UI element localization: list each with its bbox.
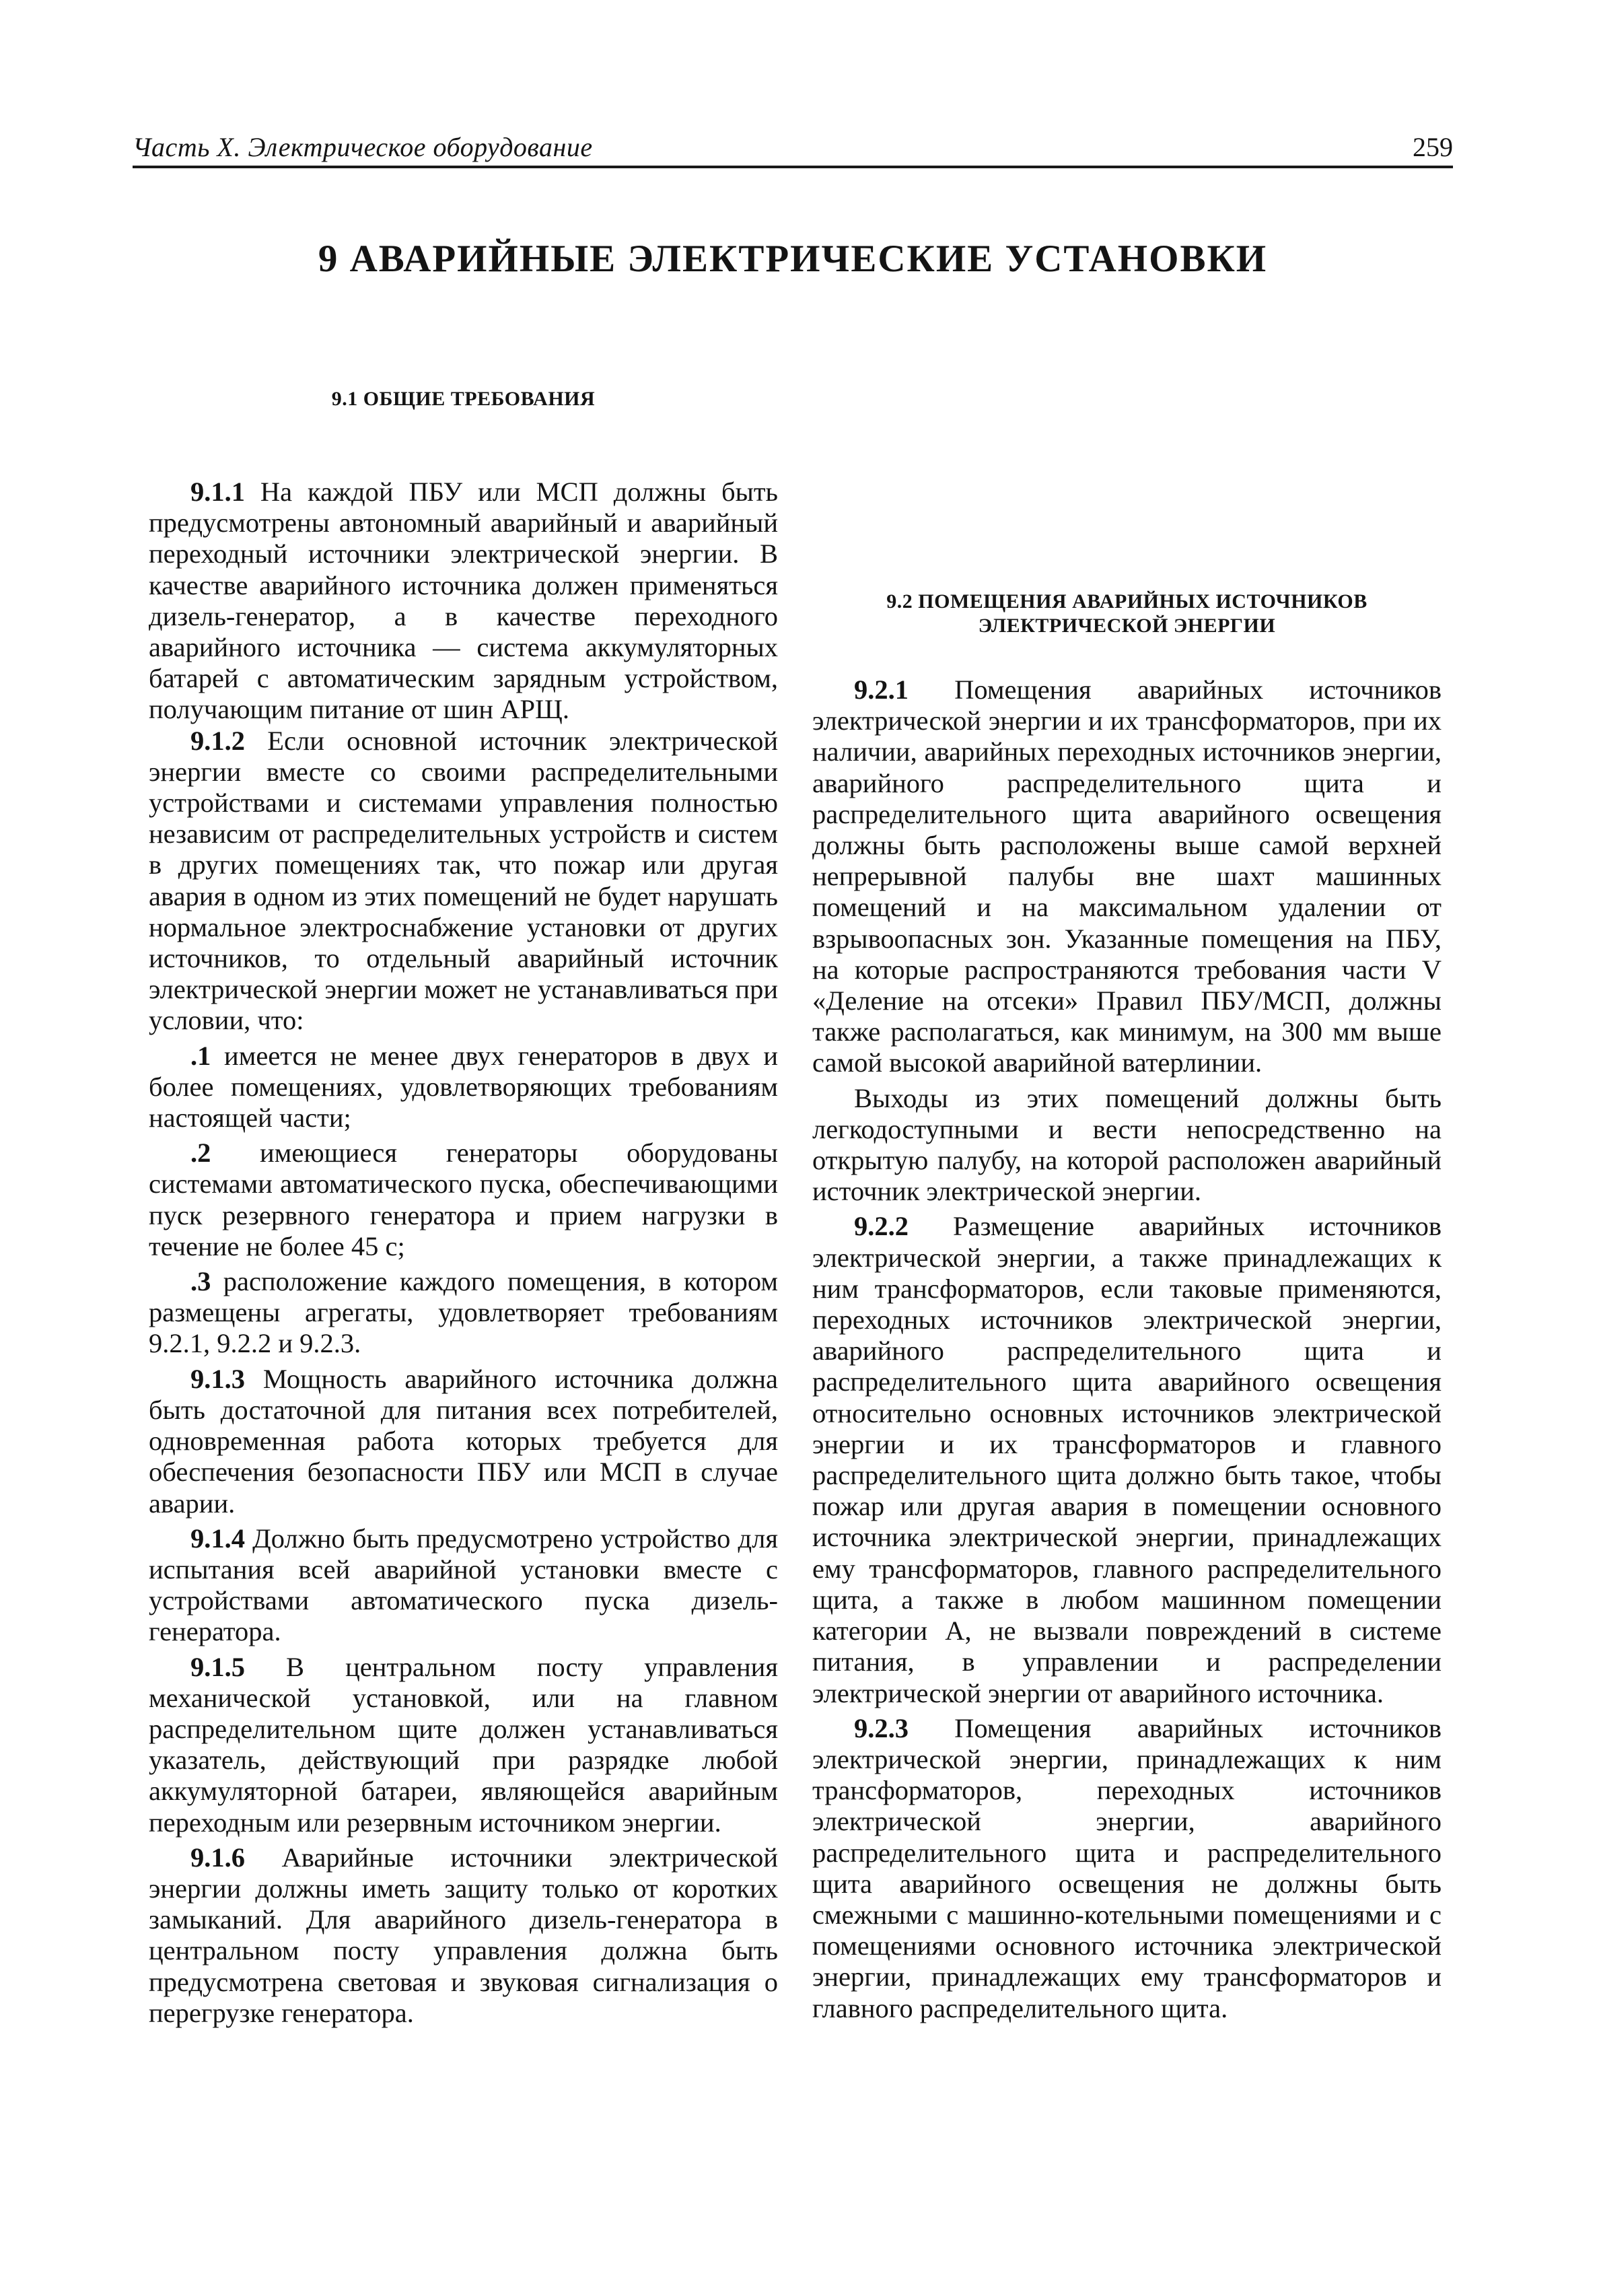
page-number: 259 xyxy=(1413,132,1453,162)
list-item-3 xyxy=(149,1266,778,1360)
item-text: имеется не менее двух генераторов в двух и более помещениях, удовлетворяющих требованиям настоящей части; xyxy=(149,1040,778,1134)
paragraph-number: 9.1.3 xyxy=(190,1363,245,1394)
paragraph-number: 9.1.5 xyxy=(190,1651,245,1682)
item-number: .2 xyxy=(190,1138,211,1169)
left-column xyxy=(149,477,778,2029)
paragraph-text: На каждой ПБУ или МСП должны быть предусмотрены автономный аварийный и аварийный переходный источники электрической энергии. В качестве аварийного источника должен применяться дизель-генератор, а в качестве переходного аварийного источника — система аккумуляторных батарей с автоматическим зарядным устройством, получающим питание от шин АРЩ. xyxy=(149,477,778,725)
paragraph-number: 9.1.6 xyxy=(190,1842,245,1873)
paragraph-text: Мощность аварийного источника должна быть достаточной для питания всех потребителей, одновременная работа которых требуется для обеспечения безопасности ПБУ или МСП в случае аварии. xyxy=(149,1363,778,1519)
paragraph-9-1-3 xyxy=(149,1364,778,1519)
paragraph-text: Должно быть предусмотрено устройство для испытания всей аварийной установки вместе с устройствами автоматического пуска дизель-генератора. xyxy=(149,1523,778,1647)
paragraph-number: 9.2.3 xyxy=(854,1712,909,1743)
paragraph-text: Помещения аварийных источников электрической энергии и их трансформаторов, при их наличии, аварийных переходных источников энергии, аварийного распределительного щита и распределительного щита аварийного освещения должны быть расположены выше самой верхней непрерывной палубы вне шахт машинных помещений и на максимальном удалении от взрывоопасных зон. Указанные помещения на ПБУ, на которые распространяются требования части V «Деление на отсеки» Правил ПБУ/МСП, должны также располагаться, как минимум, на 300 мм выше самой высокой аварийной ватерлинии. xyxy=(812,674,1442,1078)
paragraph-9-1-2 xyxy=(149,726,778,1037)
paragraph-text: Аварийные источники электрической энергии должны иметь защиту только от коротких замыканий. Для аварийного дизель-генератора в центральном посту управления должна быть предусмотрена световая и звуковая сигнализация о перегрузке генератора. xyxy=(149,1842,778,2028)
paragraph-9-2-1 xyxy=(812,674,1442,1079)
paragraph-9-1-4 xyxy=(149,1523,778,1648)
paragraph-text: Размещение аварийных источников электрической энергии, а также принадлежащих к ним трансформаторов, если таковые применяются, переходных источников электрической энергии, аварийного распределительного щита и распределительного щита аварийного освещения относительно основных источников электрической энергии и их трансформаторов и главного распределительного щита должно быть такое, чтобы пожар или другая авария в помещении основного источника электрической энергии, принадлежащих ему трансформаторов, главного распределительного щита, а также в любом машинном помещении категории А, не вызвали повреждений в системе питания, в управлении и распределении электрической энергии от аварийного источника. xyxy=(812,1211,1442,1708)
item-text: имеющиеся генераторы оборудованы системами автоматического пуска, обеспечивающими пуск резервного генератора и прием нагрузки в течение не более 45 с; xyxy=(149,1138,778,1261)
paragraph-9-1-1 xyxy=(149,477,778,726)
item-number: .1 xyxy=(190,1040,211,1071)
chapter-title: 9 АВАРИЙНЫЕ ЭЛЕКТРИЧЕСКИЕ УСТАНОВКИ xyxy=(318,238,1268,280)
paragraph-number: 9.1.1 xyxy=(190,477,245,507)
paragraph-text: В центральном посту управления механической установкой, или на главном распределительном щите должен устанавливаться указатель, действующий при разрядке любой аккумуляторной батареи, являющейся аварийным переходным или резервным источником энергии. xyxy=(149,1651,778,1838)
paragraph-9-2-3 xyxy=(812,1713,1442,2024)
running-header xyxy=(133,127,1453,168)
paragraph-number: 9.1.2 xyxy=(190,725,245,756)
paragraph-9-2-2 xyxy=(812,1211,1442,1708)
item-text: расположение каждого помещения, в котором размещены агрегаты, удовлетворяет требованиям 9.2.1, 9.2.2 и 9.2.3. xyxy=(149,1266,778,1359)
list-item-1 xyxy=(149,1041,778,1134)
running-title: Часть X. Электрическое оборудование xyxy=(133,132,593,162)
paragraph-text: Помещения аварийных источников электрической энергии, принадлежащих к ним трансформаторов, переходных источников электрической энергии, аварийного распределительного щита и распределительного щита аварийного освещения не должны быть смежными с машинно-котельными помещениями и с помещениями основного источника электрической энергии, принадлежащих ему трансформаторов и главного распределительного щита. xyxy=(812,1712,1442,2023)
item-number: .3 xyxy=(190,1266,211,1297)
section-heading-9-1: 9.1 ОБЩИЕ ТРЕБОВАНИЯ xyxy=(331,388,596,410)
list-item-2 xyxy=(149,1138,778,1262)
paragraph-number: 9.2.2 xyxy=(854,1211,909,1242)
paragraph-9-2-1-exits: Выходы из этих помещений должны быть легкодоступными и вести непосредственно на открытую палубу, на которой расположен аварийный источник электрической энергии. xyxy=(812,1082,1442,1207)
section-heading-9-2: 9.2 ПОМЕЩЕНИЯ АВАРИЙНЫХ ИСТОЧНИКОВ ЭЛЕКТРИЧЕСКОЙ ЭНЕРГИИ xyxy=(886,590,1367,637)
paragraph-9-1-5 xyxy=(149,1652,778,1838)
paragraph-number: 9.2.1 xyxy=(854,674,909,705)
paragraph-9-1-6 xyxy=(149,1842,778,2029)
paragraph-number: 9.1.4 xyxy=(190,1523,245,1554)
right-column xyxy=(812,674,1442,2024)
paragraph-text: Если основной источник электрической энергии вместе со своими распределительными устройствами и системами управления полностью независим от распределительных устройств и систем в других помещениях так, что пожар или другая авария в одном из этих помещений не будет нарушать нормальное электроснабжение установки от других источников, то отдельный аварийный источник электрической энергии может не устанавливаться при условии, что: xyxy=(149,725,778,1036)
